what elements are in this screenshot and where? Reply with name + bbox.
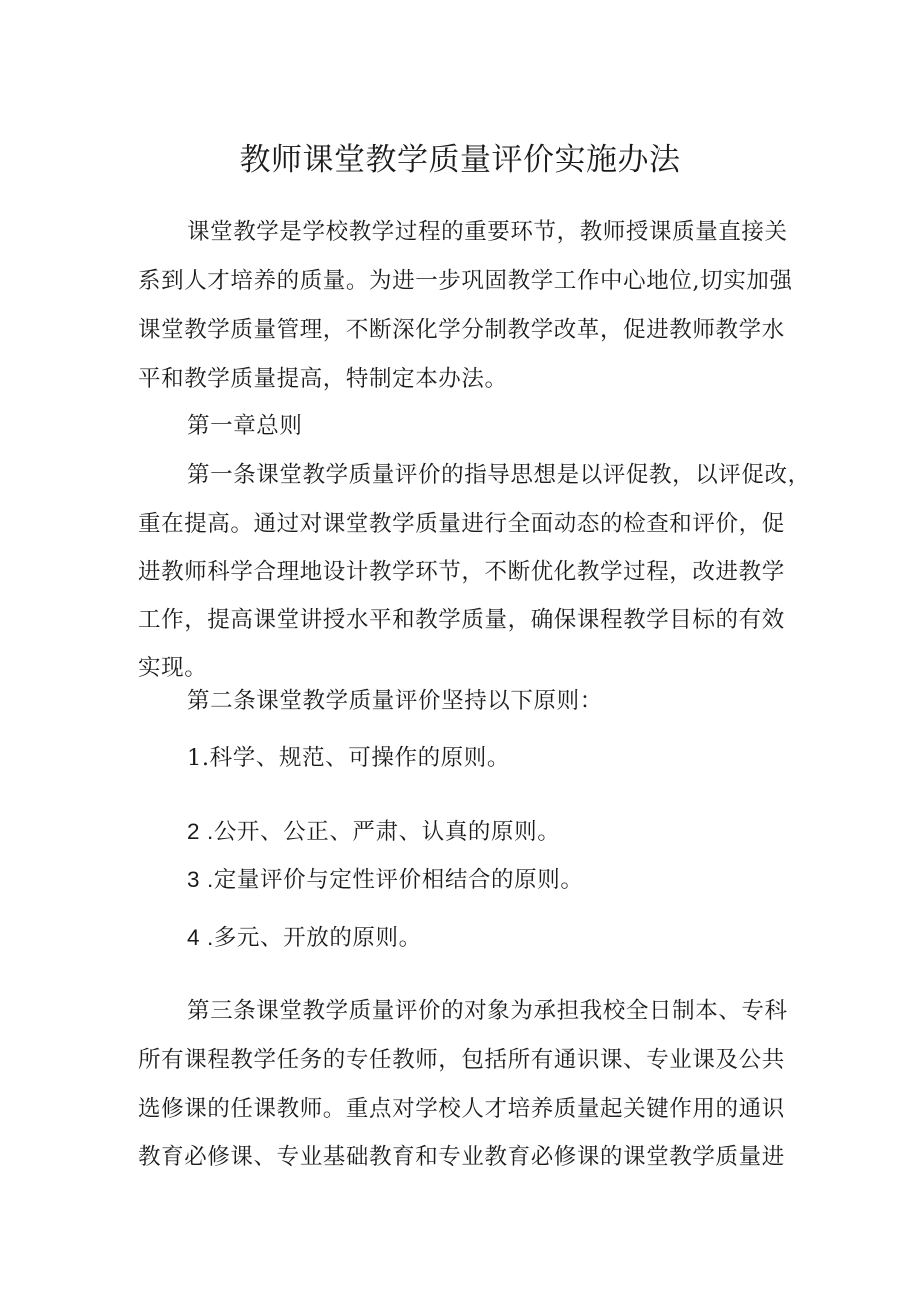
list-item: 4 .多元、开放的原则。	[187, 925, 422, 950]
paragraph-line: 选修课的任课教师。重点对学校人才培养质量起关键作用的通识	[138, 1096, 785, 1122]
list-item: 3 .定量评价与定性评价相结合的原则。	[187, 867, 584, 892]
paragraph-line: 课堂教学质量管理，不断深化学分制教学改革，促进教师教学水	[138, 317, 785, 343]
paragraph-line: 重在提高。通过对课堂教学质量进行全面动态的检查和评价，促	[138, 511, 785, 537]
paragraph-line: 第一条课堂教学质量评价的指导思想是以评促教，以评促改，	[187, 462, 811, 488]
paragraph-line: 课堂教学是学校教学过程的重要环节，教师授课质量直接关	[187, 219, 788, 245]
chapter-heading: 第一章总则	[187, 413, 303, 439]
paragraph-line: 平和教学质量提高，特制定本办法。	[138, 366, 508, 392]
paragraph-line: 工作，提高课堂讲授水平和教学质量，确保课程教学目标的有效	[138, 607, 785, 633]
paragraph-line: 第三条课堂教学质量评价的对象为承担我校全日制本、专科	[187, 998, 788, 1024]
paragraph-line: 系到人才培养的质量。为进一步巩固教学工作中心地位,切实加强	[138, 268, 793, 294]
paragraph-line: 所有课程教学任务的专任教师，包括所有通识课、专业课及公共	[138, 1047, 785, 1073]
list-item: 2 .公开、公正、严肃、认真的原则。	[187, 819, 561, 844]
list-item: 1.科学、规范、可操作的原则。	[187, 745, 510, 771]
paragraph-line: 教育必修课、专业基础教育和专业教育必修课的课堂教学质量进	[138, 1144, 785, 1170]
document-title: 教师课堂教学质量评价实施办法	[239, 142, 681, 178]
paragraph-line: 实现。	[138, 655, 208, 681]
paragraph-line: 进教师科学合理地设计教学环节，不断优化教学过程，改进教学	[138, 559, 785, 585]
paragraph-line: 第二条课堂教学质量评价坚持以下原则：	[187, 688, 603, 714]
